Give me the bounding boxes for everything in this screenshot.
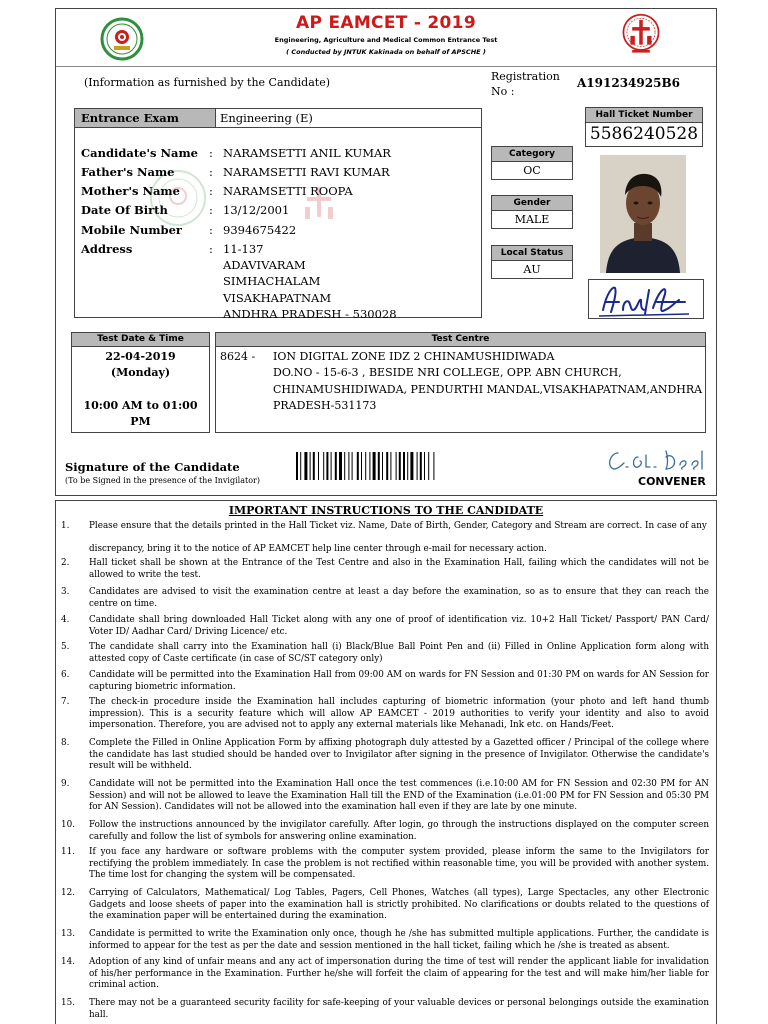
local-status-label: Local Status (491, 245, 573, 261)
test-centre-line: CHINAMUSHIDIWADA, PENDURTHI MANDAL,VISAKHAPATNAM,ANDHRA (273, 383, 703, 396)
candidate-signature-note: (To be Signed in the presence of the Invigilator) (65, 476, 260, 485)
entrance-exam-row (75, 109, 481, 128)
test-centre-line: DO.NO - 15-6-3 , BESIDE NRI COLLEGE, OPP. ABN CHURCH, (273, 366, 622, 379)
barcode-bar (410, 452, 413, 480)
candidate-signature-label: Signature of the Candidate (65, 460, 240, 474)
convener-label: CONVENER (638, 475, 706, 488)
field-label: Candidate's Name (81, 146, 198, 160)
entrance-exam-value: Engineering (E) (220, 111, 313, 125)
address-line: 11-137 (223, 242, 264, 256)
instruction-number: 6. (61, 670, 70, 680)
test-date-time-box (71, 347, 210, 433)
test-centre-box (215, 347, 706, 433)
instruction-text: Candidate shall bring downloaded Hall Ticket along with any one of proof of identification viz. 10+2 Hall Ticket/ Passport/ PAN Card/ Voter ID/ Aadhar Card/ Driving Licence/ etc. (89, 615, 709, 637)
candidate-photo (600, 155, 686, 273)
candidate-photo-icon (600, 155, 686, 273)
category-box (491, 146, 573, 180)
address-line: SIMHACHALAM (223, 274, 321, 288)
barcode-bar (335, 452, 337, 480)
local-status-value: AU (491, 261, 573, 279)
candidate-details (74, 108, 482, 321)
hall-ticket (55, 8, 717, 496)
instruction-text: Hall ticket shall be shown at the Entrance of the Test Centre and also in the Examination Hall, failing which the candidates will not be allowed to write the test. (89, 558, 709, 580)
instruction-number: 5. (61, 642, 70, 652)
barcode-bar (310, 452, 311, 480)
instruction-number: 1. (61, 521, 70, 531)
test-centre-label: Test Centre (215, 332, 706, 347)
field-colon: : (209, 223, 213, 237)
field-label: Address (81, 242, 133, 256)
father-name: NARAMSETTI RAVI KUMAR (223, 165, 390, 179)
barcode-bar (323, 452, 324, 480)
instruction-number: 11. (61, 847, 75, 857)
instruction-number: 8. (61, 738, 70, 748)
instruction-text: discrepancy, bring it to the notice of AP EAMCET help line center through e-mail for necessary action. (89, 544, 547, 554)
instruction-text: Candidate is permitted to write the Examination only once, though he /she has submitted multiple applications. Further, the candidate is informed to appear for the test as per the date and session mentioned in the hall ticket, failing which he /she is treated as absent. (89, 929, 709, 951)
instruction-number: 12. (61, 888, 75, 898)
apsche-seal-icon (619, 13, 663, 57)
address-line: ANDHRA PRADESH - 530028 (223, 307, 397, 321)
candidate-name: NARAMSETTI ANIL KUMAR (223, 146, 391, 160)
gender-box (491, 195, 573, 229)
test-centre-code: 8624 - (220, 350, 256, 363)
conducted-by: ( Conducted by JNTUK Kakinada on behalf of APSCHE ) (286, 48, 486, 56)
test-centre-line: PRADESH-531173 (273, 399, 377, 412)
instruction-text: Candidate will not be permitted into the Examination Hall once the test commences (i.e.10:00 AM for FN Session and 02:30 PM for AN Session) and will not be allowed to leave the Examination Hall till the END of the Examination (i.e.01:00 PM for FN Session and 05:30 PM for AN Session). Candidates will not be allowed into the examination hall even if they are late by one minute. (89, 779, 709, 813)
barcode-bar (420, 452, 422, 480)
test-time: 10:00 AM to 01:00 PM (83, 399, 198, 428)
barcode-bar (373, 452, 376, 480)
instruction-text: The candidate shall carry into the Examination hall (i) Black/Blue Ball Point Pen and (ii) Filled in Online Application form along with attested copy of Caste certificate (in case of SC/ST category only) (89, 642, 709, 664)
barcode-bar (357, 452, 359, 480)
mobile-number: 9394675422 (223, 223, 297, 237)
instruction-number: 15. (61, 998, 75, 1008)
barcode-bar (300, 452, 301, 480)
field-colon: : (209, 242, 213, 256)
barcode-bar (403, 452, 405, 480)
instruction-number: 10. (61, 820, 75, 830)
entrance-exam-label: Entrance Exam (75, 109, 216, 127)
test-centre-line: ION DIGITAL ZONE IDZ 2 CHINAMUSHIDIWADA (273, 350, 555, 363)
barcode-bar (424, 452, 425, 480)
barcode-bar (369, 452, 370, 480)
instruction-text: Adoption of any kind of unfair means and any act of impersonation during the time of test will render the applicant liable for invalidation of his/her performance in the Examination. Further he/she will forfeit the claim of appearing for the test and will make him/her liable for criminal action. (89, 957, 709, 991)
instruction-number: 2. (61, 558, 70, 568)
barcode-bar (428, 452, 429, 480)
instruction-number: 3. (61, 587, 70, 597)
barcode-bar (331, 452, 332, 480)
field-label: Date Of Birth (81, 203, 168, 217)
registration-label: Registration No : (491, 70, 560, 98)
field-colon: : (209, 165, 213, 179)
barcode-bar (304, 452, 307, 480)
candidate-signature-image (588, 279, 704, 319)
barcode-bar (313, 452, 315, 480)
mother-name: NARAMSETTI ROOPA (223, 184, 353, 198)
barcode-bar (318, 452, 319, 480)
instruction-text: If you face any hardware or software problems with the computer system provided, please inform the same to the Invigilators for rectifying the problem immediately. In case the problem is not rectified within reasonable time, you will be provided with another system. The time lost for changing the system will be compensated. (89, 847, 709, 881)
field-colon: : (209, 184, 213, 198)
barcode-bar (399, 452, 401, 480)
ticket-header (56, 9, 716, 67)
handwritten-signature-icon (589, 280, 705, 320)
local-status-box (491, 245, 573, 279)
address-line: VISAKHAPATNAM (223, 291, 332, 305)
barcode-bar (326, 452, 328, 480)
category-label: Category (491, 146, 573, 162)
instruction-text: Follow the instructions announced by the invigilator carefully. After login, go through the instructions displayed on the computer screen carefully and follow the list of symbols for answering online examination. (89, 820, 709, 842)
barcode-bar (361, 452, 362, 480)
field-label: Mother's Name (81, 184, 180, 198)
hall-ticket-label: Hall Ticket Number (585, 107, 703, 123)
instruction-text: Carrying of Calculators, Mathematical/ Log Tables, Pagers, Cell Phones, Watches (all types), Large Spectacles, any other Electronic Gadgets and loose sheets of paper into the examination hall is strictly prohibited. No clarifications or doubts related to the questions of the examination paper will be entertained during the examination. (89, 888, 709, 922)
date-of-birth: 13/12/2001 (223, 203, 290, 217)
registration-number: A191234925B6 (577, 76, 680, 90)
barcode-bar (378, 452, 380, 480)
barcode-bar (390, 452, 391, 480)
info-note: (Information as furnished by the Candidate) (84, 76, 331, 89)
barcode-bar (396, 452, 397, 480)
category-value: OC (491, 162, 573, 180)
field-label: Father's Name (81, 165, 175, 179)
exam-title: AP EAMCET - 2019 (296, 13, 476, 33)
instruction-number: 7. (61, 697, 70, 707)
hall-ticket-number: 5586240528 (585, 123, 703, 147)
instruction-text: Candidates are advised to visit the examination centre at least a day before the examination, so as to ensure that they can reach the centre on time. (89, 587, 709, 609)
barcode-bar (417, 452, 418, 480)
instruction-number: 14. (61, 957, 75, 967)
instruction-text: Please ensure that the details printed in the Hall Ticket viz. Name, Date of Birth, Gender, Category and Stream are correct. In case of any (89, 521, 707, 531)
barcode-bar (296, 452, 298, 480)
barcode-icon (296, 452, 474, 480)
instruction-text: There may not be a guaranteed security facility for safe-keeping of your valuable devices or personal belongings outside the examination hall. (89, 998, 709, 1020)
barcode-bar (407, 452, 408, 480)
barcode-bar (348, 452, 349, 480)
field-label: Mobile Number (81, 223, 182, 237)
field-colon: : (209, 203, 213, 217)
test-date-time-label: Test Date & Time (71, 332, 210, 347)
gender-value: MALE (491, 211, 573, 229)
barcode-bar (339, 452, 342, 480)
instructions-title: IMPORTANT INSTRUCTIONS TO THE CANDIDATE (228, 504, 544, 517)
instruction-text: The check-in procedure inside the Examination hall includes capturing of biometric information (your photo and left hand thumb impression). This is a security feature which will allow AP EAMCET - 2019 authorities to verify your identity and also to avoid impersonation. Therefore, you are advised not to apply any external materials like Mehanadi, Ink etc. on Hands/Feet. (89, 697, 709, 731)
field-colon: : (209, 146, 213, 160)
gender-label: Gender (491, 195, 573, 211)
instruction-number: 13. (61, 929, 75, 939)
instruction-number: 9. (61, 779, 70, 789)
instructions-section (55, 500, 717, 1024)
test-day: (Monday) (110, 366, 171, 379)
barcode-bar (352, 452, 353, 480)
barcode-bar (433, 452, 434, 480)
convener-signature-icon (602, 443, 712, 475)
barcode-bar (386, 452, 388, 480)
barcode-bar (365, 452, 366, 480)
barcode-bar (382, 452, 383, 480)
barcode-bar (344, 452, 345, 480)
instruction-text: Complete the Filled in Online Application Form by affixing photograph duly attested by a Gazetted officer / Principal of the college where the candidate has last studied should be handed over to Invigilator after signing in the presence of Invigilator. Otherwise the candidate's result will be withheld. (89, 738, 709, 772)
instruction-number: 4. (61, 615, 70, 625)
address-line: ADAVIVARAM (223, 258, 306, 272)
exam-subtitle: Engineering, Agriculture and Medical Common Entrance Test (274, 36, 498, 44)
test-date: 22-04-2019 (105, 350, 176, 363)
instruction-text: Candidate will be permitted into the Examination Hall from 09:00 AM on wards for FN Session and 01:30 PM on wards for AN Session for capturing biometric information. (89, 670, 709, 692)
